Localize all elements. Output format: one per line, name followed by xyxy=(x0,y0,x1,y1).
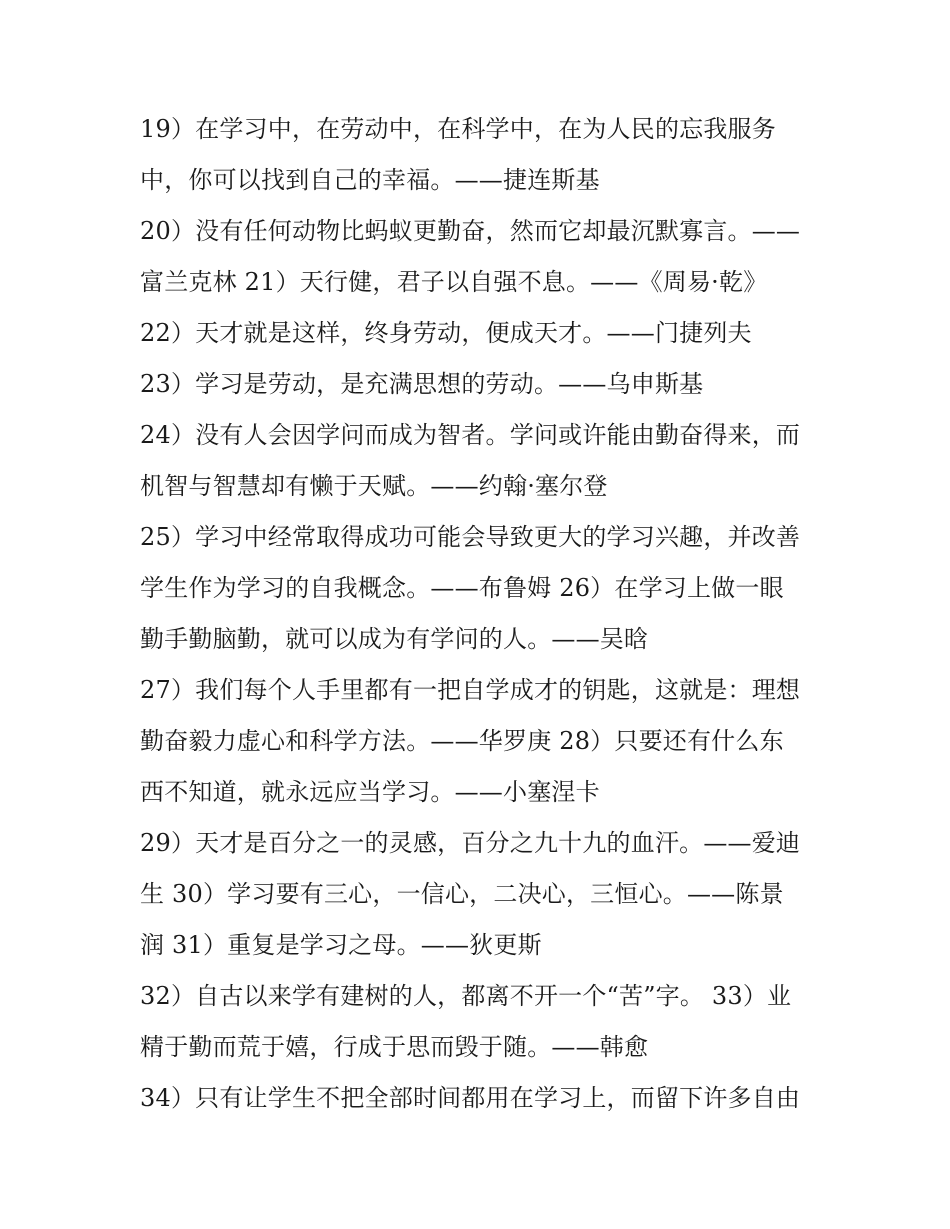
text-line: 24）没有人会因学问而成为智者。学问或许能由勤奋得来，而 xyxy=(140,421,801,449)
text-line: 润 31）重复是学习之母。——狄更斯 xyxy=(140,931,542,959)
text-line: 精于勤而荒于嬉，行成于思而毁于随。——韩愈 xyxy=(140,1033,649,1061)
text-line: 25）学习中经常取得成功可能会导致更大的学习兴趣，并改善 xyxy=(140,523,801,551)
text-line: 23）学习是劳动，是充满思想的劳动。——乌申斯基 xyxy=(140,370,704,398)
text-line: 勤奋毅力虚心和科学方法。——华罗庚 28）只要还有什么东 xyxy=(140,727,784,755)
text-line: 西不知道，就永远应当学习。——小塞涅卡 xyxy=(140,778,600,806)
text-line: 32）自古以来学有建树的人，都离不开一个“苦”字。 33）业 xyxy=(140,982,792,1010)
text-line: 学生作为学习的自我概念。——布鲁姆 26）在学习上做一眼 xyxy=(140,574,784,602)
text-line: 中，你可以找到自己的幸福。——捷连斯基 xyxy=(140,166,600,194)
text-line: 34）只有让学生不把全部时间都用在学习上，而留下许多自由 xyxy=(140,1084,801,1112)
text-line: 19）在学习中，在劳动中，在科学中，在为人民的忘我服务 xyxy=(140,115,776,143)
text-line: 22）天才就是这样，终身劳动，便成天才。——门捷列夫 xyxy=(140,319,752,347)
text-line: 富兰克林 21）天行健，君子以自强不息。——《周易·乾》 xyxy=(140,268,768,296)
quote-text-block xyxy=(140,104,820,1124)
text-line: 勤手勤脑勤，就可以成为有学问的人。——吴晗 xyxy=(140,625,649,653)
text-line: 29）天才是百分之一的灵感，百分之九十九的血汗。——爱迪 xyxy=(140,829,801,857)
text-line: 20）没有任何动物比蚂蚁更勤奋，然而它却最沉默寡言。—— xyxy=(140,217,801,245)
text-line: 生 30）学习要有三心，一信心，二决心，三恒心。——陈景 xyxy=(140,880,784,908)
text-line: 27）我们每个人手里都有一把自学成才的钥匙，这就是：理想 xyxy=(140,676,801,704)
text-line: 机智与智慧却有懒于天赋。——约翰·塞尔登 xyxy=(140,472,608,500)
